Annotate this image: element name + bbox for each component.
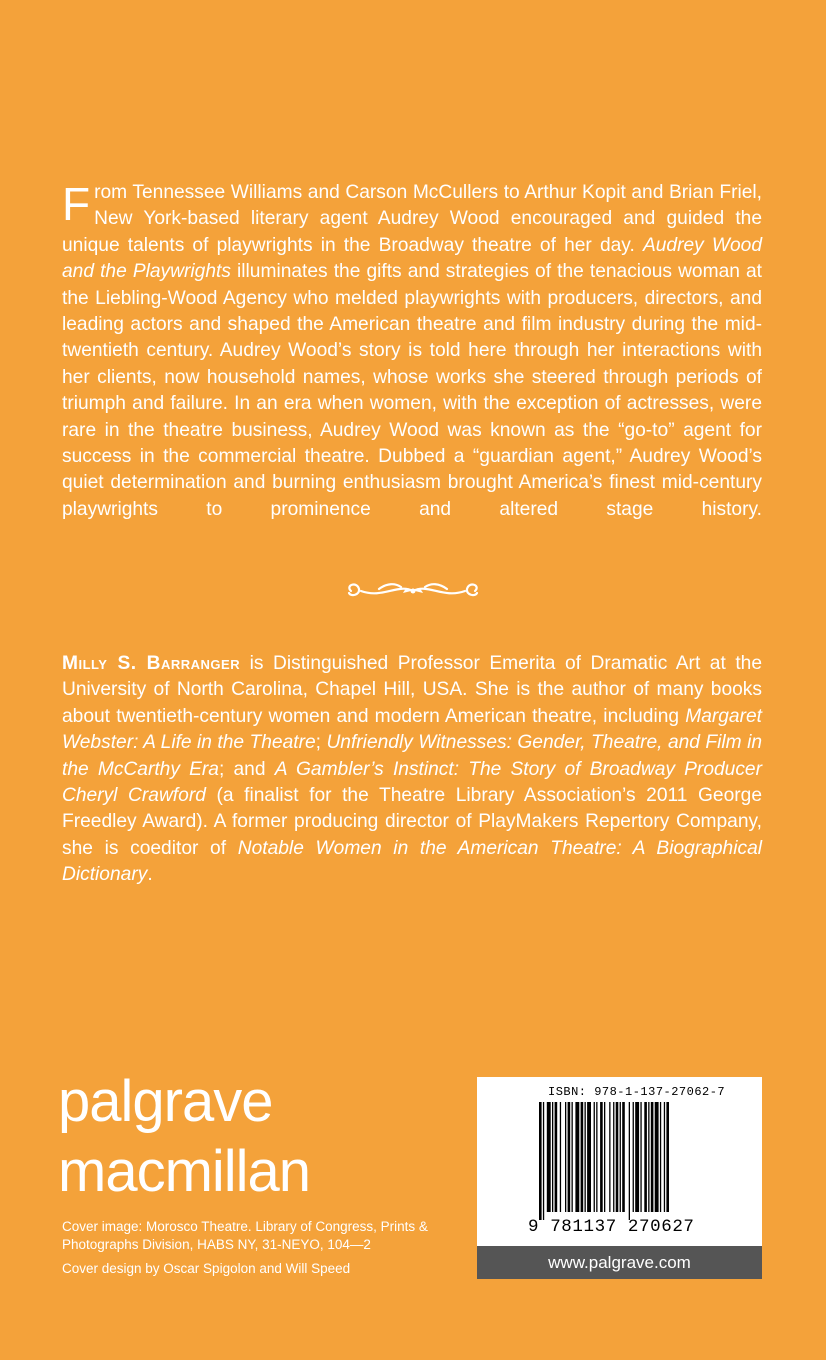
barcode-bar xyxy=(596,1102,597,1212)
bio-text-3: . xyxy=(147,864,153,886)
book-title-1: Margaret Webster: A Life in the Theatre xyxy=(62,705,762,754)
logo-line-macmillan: macmillan xyxy=(58,1139,311,1204)
barcode-bar xyxy=(594,1102,595,1212)
barcode-bar xyxy=(568,1102,571,1212)
barcode-bar xyxy=(629,1102,630,1220)
barcode-bar xyxy=(552,1102,553,1212)
bio-text-1: is Distinguished Professor Emerita of Dramatic Art at the University of North Carolina, Chapel Hill, USA. She is the author of many books about twentieth-century women and modern American theatre, including xyxy=(62,653,762,727)
barcode-bar xyxy=(655,1102,659,1212)
barcode-bar xyxy=(666,1102,669,1212)
barcode-bar xyxy=(651,1102,654,1212)
barcode-bar xyxy=(600,1102,603,1212)
description-blurb xyxy=(62,180,762,523)
blurb-text-part2: illuminates the gifts and strategies of the tenacious woman at the Liebling-Wood Agency who melded playwrights with producers, directors, and leading actors and shaped the American theatre and film industry during the mid-twentieth century. Audrey Wood’s story is told here through her interactions with her clients, now household names, whose works she steered through periods of triumph and failure. In an era when women, with the exception of actresses, were rare in the theatre business, Audrey Wood was known as the “go-to” agent for success in the commercial theatre. Dubbed a “guardian agent,” Audrey Wood’s quiet determination and burning enthusiasm brought America’s finest mid-century playwrights to prominence and altered stage history. xyxy=(62,261,763,520)
barcode-bar xyxy=(547,1102,551,1212)
barcode-bar xyxy=(572,1102,573,1212)
separator-1: ; xyxy=(315,732,327,754)
logo-line-palgrave: palgrave xyxy=(58,1069,273,1134)
separator-2: ; and xyxy=(218,758,275,780)
blurb-text-part1: rom Tennessee Williams and Carson McCullers to Arthur Kopit and Brian Friel, New York-based literary agent Audrey Wood encouraged and guided the unique talents of playwrights in the Broadway theatre of her day. xyxy=(62,182,762,256)
barcode-bar xyxy=(644,1102,647,1212)
barcode-bar xyxy=(565,1102,566,1212)
bio-text-2: (a finalist for the Theatre Library Association’s 2011 George Freedley Award). A former producing director of PlayMakers Repertory Company, she is coeditor of xyxy=(62,785,763,859)
drop-cap: F xyxy=(62,178,91,230)
barcode-bar xyxy=(555,1102,558,1212)
barcode-bar xyxy=(635,1102,639,1212)
barcode-bar xyxy=(664,1102,665,1212)
barcode-bar xyxy=(622,1102,625,1212)
isbn-label: ISBN: 978-1-137-27062-7 xyxy=(548,1085,726,1099)
cover-credits xyxy=(62,1218,452,1284)
barcode-bar xyxy=(539,1102,542,1220)
barcode-bar xyxy=(633,1102,634,1212)
barcode-bar xyxy=(585,1102,586,1212)
book-title-2: Unfriendly Witnesses: Gender, Theatre, and Film in the McCarthy Era xyxy=(62,732,763,780)
barcode-bar xyxy=(620,1102,621,1212)
book-title-4: Notable Women in the American Theatre: A Biographical Dictionary xyxy=(62,837,763,886)
barcode-bar xyxy=(609,1102,610,1212)
barcode-bar xyxy=(575,1102,579,1212)
barcode-bar xyxy=(560,1102,561,1212)
flourish-ornament-icon xyxy=(343,577,483,607)
book-title-italic: Audrey Wood and the Playwrights xyxy=(62,234,762,283)
barcode-bar xyxy=(587,1102,591,1212)
author-name: Milly S. Barranger xyxy=(62,653,241,674)
publisher-url: www.palgrave.com xyxy=(477,1246,762,1279)
book-title-3: A Gambler’s Instinct: The Story of Broadway Producer Cheryl Crawford xyxy=(62,758,762,807)
author-bio xyxy=(62,651,762,889)
publisher-logo xyxy=(58,1067,310,1207)
barcode-bar xyxy=(648,1102,649,1212)
cover-design-credit: Cover design by Oscar Spigolon and Will Speed xyxy=(62,1261,351,1276)
barcode-bar xyxy=(581,1102,584,1212)
barcode-digits: 9 781137 270627 xyxy=(528,1217,695,1237)
barcode-bars-icon xyxy=(539,1102,715,1220)
barcode-bar xyxy=(613,1102,614,1212)
barcode-bar xyxy=(640,1102,641,1212)
barcode-bar xyxy=(616,1102,619,1212)
barcode-bar xyxy=(604,1102,605,1212)
barcode-bar xyxy=(660,1102,661,1212)
barcode-bar xyxy=(543,1102,544,1220)
cover-image-credit: Cover image: Morosco Theatre. Library of Congress, Prints & Photographs Division, HABS NY, 31-NEYO, 104—2 xyxy=(62,1219,428,1252)
